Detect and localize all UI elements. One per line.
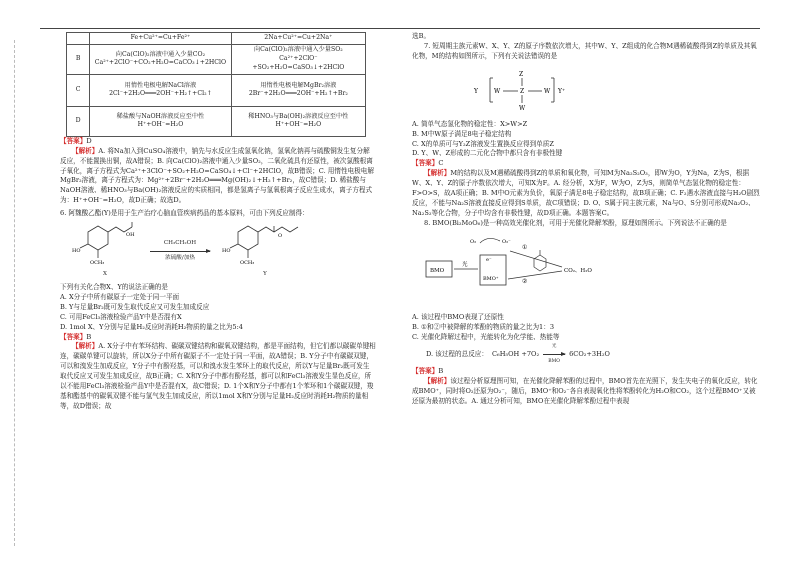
step-2-label: ② [522, 277, 528, 285]
answer-tag: 【答案】 [412, 159, 439, 168]
option-d: D. 1mol X、Y分别与足量H₂反应时消耗H₂物质的量之比为5:4 [60, 322, 243, 331]
option-c: C. X的单质可与Y₂Z溶液发生置换反应得到单质Z [412, 139, 554, 148]
svg-text:Z: Z [519, 70, 524, 78]
cell-line: H⁺+OH⁻=H₂O [275, 121, 322, 129]
table-row [67, 74, 366, 106]
answer-tag: 【答案】 [60, 332, 87, 341]
equation-condition-bottom: BMO [548, 359, 560, 365]
table-cell: Fe+Cu²⁺=Cu+Fe²⁺ [90, 33, 232, 45]
reagent-bottom: 浓硫酸/加热 [165, 254, 195, 261]
struct-w-left: W [494, 87, 501, 95]
struct-z-center: Z [520, 87, 525, 95]
explanation [60, 147, 376, 206]
explanation-tag: 【解析】 [72, 146, 99, 155]
table-cell [231, 44, 365, 74]
answer-line [412, 159, 762, 169]
svg-text:W: W [519, 104, 526, 112]
equation-right: 6CO₂+3H₂O [569, 349, 610, 358]
continued-text: 选B。 [412, 32, 431, 40]
explanation-text: A. 将Na加入到CuSO₄溶液中，钠先与水反应生成氢氧化钠，氢氧化钠再与硫酸铜发生复分解反应，不能置换出铜，故A错误；B. 向Ca(ClO)₂溶液中通入少量SO₂，二氧化硫具有还原性，被次氯酸根离子氧化，离子方程式为Ca²⁺+3ClO⁻+SO₂+H₂O=CaSO₄↓+Cl⁻+2HClO，故B错误；C. 用惰性电极电解MgBr₂溶液，离子方程式为：Mg²⁺+2Br⁻+2H₂O═══Mg(OH)₂↓+H₂↑+Br₂，故C错误；D. 稀盐酸与NaOH溶液、稀HNO₃与Ba(OH)₂溶液反应的实质相同，都是氢离子与氢氧根离子反应生成水，离子方程式为：H⁺+OH⁻=H₂O，故D正确；故选D。 [60, 146, 374, 205]
struct-y-right: Y⁺ [558, 87, 566, 95]
cell-line: 2Cl⁻+2H₂O═══2OH⁻+H₂↑+Cl₂↑ [109, 90, 212, 98]
question-8-stem: 8. BMO(Bi₂MoO₆)是一种高效光催化剂，可用于光催化降解苯酚，原理如图所示。下列说法不正确的是 [424, 218, 727, 227]
explanation [412, 377, 762, 407]
table-row [67, 106, 366, 136]
structure-m [472, 66, 762, 116]
option-b: B. M中W原子满足8电子稳定结构 [412, 129, 512, 138]
explanation [412, 169, 762, 219]
explanation-text: A. X分子中有苯环结构、碳碳双键结构和碳氧双键结构，都是平面结构，但它们都以碳碳单键相连，碳碳单键可以旋转，所以X分子中所有碳原子不一定处于同一平面，故A错误；B. Y分子中有碳碳双键，可以和溴发生加成反应，Y分子中有酚羟基，可以和溴水发生苯环上的取代反应，所以Y与足量Br₂既可发生取代反应又可发生加成反应，故B正确；C. X和Y分子中都有酚羟基，都可以和FeCl₃溶液发生显色反应，所以不能用FeCl₃溶液检验产品Y中是否混有X，故C错误；D. 1个X和Y分子中都有1个苯环和1个碳碳双键，羧基和酯基中的碳氧双键不能与氢气发生加成反应，所以1mol X和Y分别与足量H₂反应时消耗H₂物质的量相等，故D错误；故 [60, 342, 376, 410]
equation-condition-top: 光 [551, 344, 557, 350]
left-column [60, 32, 376, 412]
reaction-scheme [70, 221, 376, 281]
answer-value: B [86, 332, 92, 341]
equation-arrow [543, 342, 565, 367]
cell-line: 向Ca(ClO)₂溶液中通入少量SO₂ [253, 46, 343, 54]
table-row [67, 44, 366, 74]
o2-minus-label: O₂⁻ [502, 238, 511, 245]
option-a: A. 简单气态氢化物的稳定性：X>W>Z [412, 119, 528, 128]
svg-text:O: O [278, 233, 283, 240]
molecule-y-label: Y [263, 271, 267, 278]
cell-line: H⁺+OH⁻=H₂O [137, 121, 184, 129]
table-row [67, 33, 366, 45]
option-d-text: D. 该过程的总反应： [426, 349, 488, 358]
photocatalysis-drawing [422, 231, 622, 311]
cell-line: +SO₂+H₂O=CaSO₃↓+2HClO [252, 63, 345, 71]
svg-text:W: W [544, 87, 551, 95]
cell-line: 2Br⁻+2H₂O═══2OH⁻+H₂↑+Br₂ [248, 90, 348, 98]
bmo-box-label: BMO [430, 267, 445, 274]
molecule-y [220, 222, 310, 280]
explanation-text: M的结构以及M遇稀硫酸得到Z的单质和氧化物，可知M为Na₂S₂O₃，即W为O，Y为Na，Z为S，根据W、X、Y、Z的原子序数依次增大，可知X为F。A. 经分析，X为F，W为O，Z为S，则简单气态氢化物的稳定性：F>O>S，故A项正确；B. M中O元素为负价，氧原子满足8电子稳定结构，故B项正确；C. F₂遇水溶液直接与H₂O剧烈反应，不能与Na₂S溶液直接反应得到S单质，故C项错误；D. O、S属于同主族元素，Na与O、S分别可形成Na₂O₂、Na₂S₂等化合物，分子中均含有非极性键，故D项正确。本题答案C。 [412, 169, 760, 217]
answer-line [60, 137, 376, 147]
bmo-plus-label: BMO⁺ [483, 275, 499, 282]
cell-line: 用惰性电极电解MgBr₂溶液 [260, 81, 337, 89]
molecule-x-label: X [103, 271, 107, 278]
table-cell [90, 74, 232, 106]
step-1-label: ① [522, 243, 528, 251]
molecule-x [70, 222, 140, 280]
right-column [412, 32, 762, 407]
cell-line: 稀盐酸与NaOH溶液反应至中性 [116, 112, 205, 120]
answer-value: C [438, 159, 444, 168]
cell-line: 用惰性电极电解NaCl溶液 [124, 81, 197, 89]
equation-left: C₆H₅OH +7O₂ [492, 349, 540, 358]
cell-line: 稀HNO₃与Ba(OH)₂溶液反应至中性 [248, 112, 349, 120]
table-cell [90, 44, 232, 74]
molecule-y-drawing [220, 222, 310, 270]
svg-text:OCH₃: OCH₃ [90, 260, 105, 267]
options-table [66, 32, 366, 137]
struct-y-left: Y [474, 87, 478, 95]
question-6-stem: 6. 阿魏酸乙酯(Y)是用于生产治疗心脑血管疾病药品的基本原料，可由下列反应制得： [60, 209, 309, 218]
answer-line [60, 333, 376, 343]
svg-text:OH: OH [126, 232, 135, 239]
table-cell [231, 74, 365, 106]
option-key: C [67, 74, 90, 106]
binding-margin [14, 40, 15, 546]
explanation [60, 342, 376, 411]
electron-label: e⁻ [486, 256, 492, 263]
option-c: C. 可用FeCl₃溶液检验产品Y中是否混有X [60, 312, 182, 321]
table-cell [231, 106, 365, 136]
cell-line: 向Ca(ClO)₂溶液中通入少量CO₂ [115, 50, 206, 58]
option-a: A. X分子中所有碳原子一定处于同一平面 [60, 292, 180, 301]
question-6-ask: 下列有关化合物X、Y的说法正确的是 [60, 283, 168, 292]
option-d [426, 342, 762, 367]
photocatalysis-diagram [422, 231, 762, 311]
svg-text:HO: HO [72, 248, 81, 255]
explanation-tag: 【解析】 [424, 377, 451, 386]
structure-m-drawing [472, 66, 592, 116]
option-key: D [67, 106, 90, 136]
answer-line [412, 367, 762, 377]
table-cell [90, 106, 232, 136]
explanation-text: 该过程分析原理图可知，在光催化降解苯酚的过程中，BMO首先在光照下，发生失电子的氧化反应，转化成BMO⁺，同时将O₂还原为O₂⁻，随后，BMO⁺和O₂⁻各自表现氧化性将苯酚转化为H₂O和CO₂，这个过程BMO⁺又被还原为最初的状态。A. 通过分析可知，BMO在光催化降解苯酚过程中表现 [412, 377, 758, 405]
answer-value: B [438, 367, 444, 376]
answer-tag: 【答案】 [60, 136, 87, 145]
table-cell: 2Na+Cu²⁺=Cu+2Na⁺ [231, 33, 365, 45]
option-b: B. Y与足量Br₂既可发生取代反应又可发生加成反应 [60, 302, 210, 311]
explanation-tag: 【解析】 [72, 342, 99, 351]
cell-line: Ca²⁺+2ClO⁻+CO₂+H₂O=CaCO₃↓+2HClO [94, 59, 227, 67]
cell-line: Ca²⁺+2ClO⁻ [279, 54, 318, 62]
question-7-stem: 7. 短周期主族元素W、X、Y、Z的原子序数依次增大，其中W、Y、Z组成的化合物M遇稀硫酸得到Z的单质及其氧化物，M的结构如图所示，下列有关说法错误的是 [412, 41, 757, 60]
answer-value: D [86, 136, 92, 145]
o2-label: O₂ [470, 238, 477, 245]
option-d: D. Y、W、Z形成的二元化合物中都只含有非极性键 [412, 149, 563, 158]
products-label: CO₂、H₂O [564, 267, 592, 274]
svg-text:OCH₃: OCH₃ [240, 260, 255, 267]
option-a: A. 该过程中BMO表现了还原性 [412, 312, 504, 321]
light-label: 光 [462, 261, 468, 268]
reaction-arrow [150, 239, 210, 264]
option-c: C. 光催化降解过程中，光能转化为化学能、热能等 [412, 332, 560, 341]
molecule-x-drawing [70, 222, 140, 270]
header-rule [40, 28, 760, 29]
option-b: B. ①和②中被降解的苯酚的物质的量之比为1：3 [412, 322, 555, 331]
svg-text:HO: HO [222, 248, 231, 255]
reagent-top: CH₃CH₂OH [163, 239, 197, 246]
option-key: B [67, 44, 90, 74]
explanation-tag: 【解析】 [424, 169, 451, 178]
answer-tag: 【答案】 [412, 367, 439, 376]
table-cell [67, 33, 90, 45]
